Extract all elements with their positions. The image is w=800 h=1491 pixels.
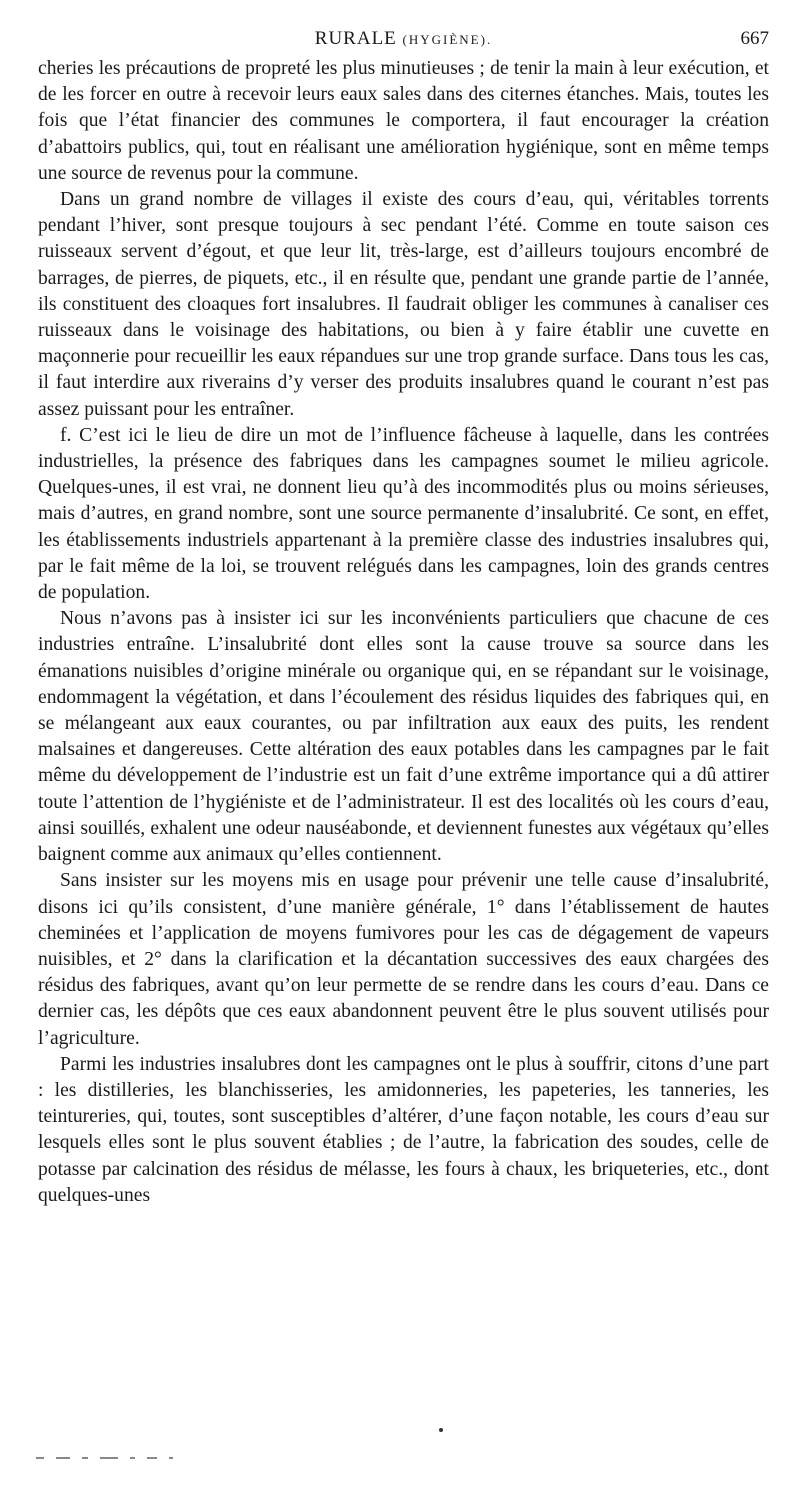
running-title-main: RURALE: [314, 28, 397, 49]
page-number: 667: [740, 28, 769, 49]
paragraph-streams: Dans un grand nombre de villages il existe des cours d’eau, qui, véritables torrents pendant l’hiver, sont presque toujours à sec pendant l’été. Comme en toute saison ces ruisseaux servent d’égout, et que leur lit, très-large, est d’ailleurs toujours encombré de barrages, de pierres, de piquets, etc., il en résulte que, pendant une grande partie de l’année, ils constituent des cloaques fort insalubres. Il faudrait obliger les communes à canaliser ces ruisseaux dans le voisinage des habitations, ou bien à y faire établir une cuvette en maçonnerie pour recueillir les eaux répandues sur une trop grande surface. Dans tous les cas, il faut interdire aux riverains d’y verser des produits insalubres quand le courant n’est pas assez puissant pour les entraîner.: [38, 189, 769, 420]
running-header: [38, 26, 769, 56]
paragraph-industries: Parmi les industries insalubres dont les campagnes ont le plus à souffrir, citons d’une part : les distilleries, les blanchisseries, les amidonneries, les papeteries, les tanneries, les teintureries, qui, toutes, sont susceptibles d’altérer, d’une façon notable, les cours d’eau sur lesquels elles sont le plus souvent établies ; de l’autre, la fabrication des soudes, celle de potasse par calcination des résidus de mélasse, les fours à chaux, les briqueteries, etc., dont quelques-unes: [38, 1053, 769, 1206]
document-page: [38, 26, 769, 1209]
print-speck: [439, 1428, 443, 1432]
bottom-print-marks: [36, 1455, 246, 1461]
body-text: [38, 56, 769, 1209]
paragraph-continued: cheries les précautions de propreté les plus minutieuses ; de tenir la main à leur exécution, et de les forcer en outre à recevoir leurs eaux sales dans des citernes étanches. Mais, toutes les fois que l’état financier des communes le comportera, il faut encourager la création d’abattoirs publics, qui, tout en réalisant une amélioration hygiénique, sont en même temps une source de revenus pour la commune.: [38, 58, 769, 184]
running-title-sub: (HYGIÈNE).: [402, 32, 493, 47]
paragraph-remedies: Sans insister sur les moyens mis en usage pour prévenir une telle cause d’insalubrité, disons ici qu’ils consistent, d’une manière générale, 1° dans l’établissement de hautes cheminées et l’application de moyens fumivores pour les cas de dégagement de vapeurs nuisibles, et 2° dans la clarification et la décantation successives des eaux chargées des résidus des fabriques, avant qu’on leur permette de se rendre dans les cours d’eau. Dans ce dernier cas, les dépôts que ces eaux abandonnent peuvent être le plus souvent utilisés pour l’agriculture.: [38, 870, 769, 1049]
paragraph-inconveniences: Nous n’avons pas à insister ici sur les inconvénients particuliers que chacune de ces industries entraîne. L’insalubrité dont elles sont la cause trouve sa source dans les émanations nuisibles d’origine minérale ou organique qui, en se répandant sur le voisinage, endommagent la végétation, et dans l’écoulement des résidus liquides des fabriques qui, en se mélangeant aux eaux courantes, ou par infiltration aux eaux des puits, les rendent malsaines et dangereuses. Cette altération des eaux potables dans les campagnes par le fait même du développement de l’industrie est un fait d’une extrême importance qui a dû attirer toute l’attention de l’hygiéniste et de l’administrateur. Il est des localités où les cours d’eau, ainsi souillés, exhalent une odeur nauséabonde, et deviennent funestes aux végétaux qu’elles baignent comme aux animaux qu’elles contiennent.: [38, 608, 769, 866]
running-title: [38, 28, 769, 50]
paragraph-factories: f. C’est ici le lieu de dire un mot de l’influence fâcheuse à laquelle, dans les contrées industrielles, la présence des fabriques dans les campagnes soumet le milieu agricole. Quelques-unes, il est vrai, ne donnent lieu qu’à des incommodités plus ou moins sérieuses, mais d’autres, en grand nombre, sont une source permanente d’insalubrité. Ce sont, en effet, les établissements industriels appartenant à la première classe des industries insalubres qui, par le fait même de la loi, se trouvent relégués dans les campagnes, loin des grands centres de population.: [38, 424, 769, 604]
